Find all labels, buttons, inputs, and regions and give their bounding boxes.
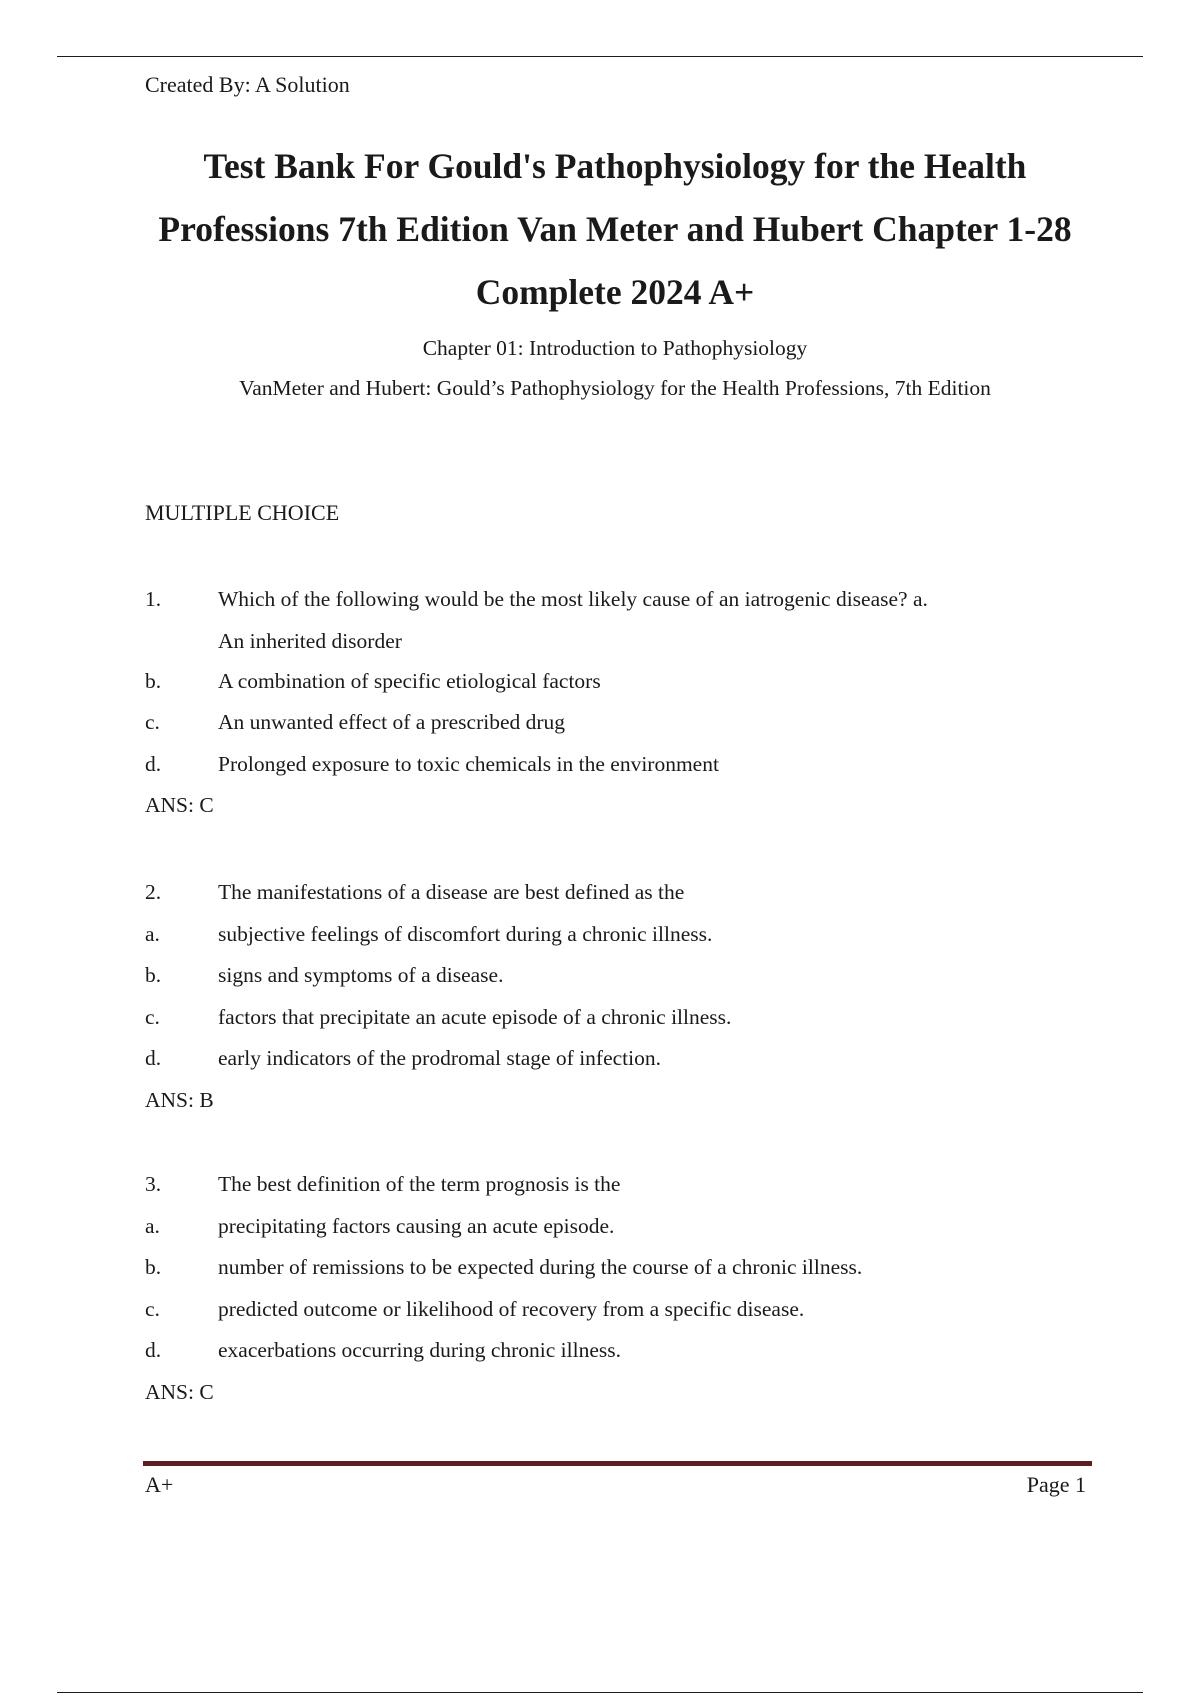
question-stem-text: The manifestations of a disease are best defined as the	[218, 880, 685, 904]
option-text: A combination of specific etiological factors	[218, 668, 601, 693]
footer-grade: A+	[145, 1472, 174, 1497]
question-2	[145, 878, 1075, 1114]
page-number: Page 1	[1026, 1472, 1086, 1497]
option-label: b.	[145, 1255, 162, 1279]
title-line: Test Bank For Gould's Pathophysiology for the Health	[203, 146, 1027, 186]
question-number: 3.	[145, 1172, 162, 1196]
question-stem	[145, 1170, 1075, 1212]
option-label: a.	[145, 921, 160, 946]
question-stem-continuation	[145, 627, 1075, 667]
option-label: d.	[145, 1046, 162, 1070]
option-text: Prolonged exposure to toxic chemicals in the environment	[218, 751, 719, 776]
option-label: a.	[145, 1213, 160, 1238]
answer-option	[145, 1044, 1075, 1086]
question-stem-text: The best definition of the term prognosis is the	[218, 1172, 621, 1196]
page-bottom-rule	[57, 1692, 1143, 1693]
answer-key: ANS: C	[145, 1379, 214, 1404]
title-line: Complete 2024 A+	[475, 272, 755, 312]
option-label: b.	[145, 668, 162, 693]
option-label: c.	[145, 1296, 160, 1321]
book-subtitle: VanMeter and Hubert: Gould’s Pathophysiology for the Health Professions, 7th Edition	[239, 376, 991, 400]
option-label: d.	[145, 751, 162, 776]
answer-key: ANS: B	[145, 1087, 214, 1112]
question-stem-text: Which of the following would be the most likely cause of an iatrogenic disease? a.	[218, 587, 928, 611]
option-text: exacerbations occurring during chronic illness.	[218, 1338, 621, 1362]
option-text: subjective feelings of discomfort during a chronic illness.	[218, 921, 713, 946]
answer-option	[145, 750, 1075, 792]
created-by-text: Created By: A Solution	[145, 72, 350, 97]
header-rule	[57, 56, 1143, 57]
question-stem	[145, 878, 1075, 920]
answer-option	[145, 1253, 1075, 1295]
option-text: factors that precipitate an acute episode of a chronic illness.	[218, 1004, 732, 1029]
document-title	[120, 135, 1110, 324]
footer-rule	[143, 1461, 1092, 1466]
option-text: early indicators of the prodromal stage of infection.	[218, 1046, 661, 1070]
option-label: c.	[145, 710, 160, 734]
answer-option	[145, 920, 1075, 962]
option-text: An unwanted effect of a prescribed drug	[218, 710, 566, 734]
question-number: 1.	[145, 587, 162, 611]
question-3	[145, 1170, 1075, 1406]
answer-option	[145, 667, 1075, 709]
title-line: Professions 7th Edition Van Meter and Hubert Chapter 1-28	[158, 209, 1072, 249]
option-text: predicted outcome or likelihood of recovery from a specific disease.	[218, 1296, 805, 1321]
answer-option	[145, 1295, 1075, 1337]
question-stem	[145, 585, 1075, 627]
option-label: b.	[145, 963, 162, 987]
option-label: c.	[145, 1004, 160, 1029]
answer-key: ANS: C	[145, 793, 214, 817]
answer-option	[145, 1212, 1075, 1254]
option-text: signs and symptoms of a disease.	[218, 963, 504, 987]
option-label: d.	[145, 1338, 162, 1362]
question-1	[145, 585, 1075, 819]
answer-option	[145, 961, 1075, 1003]
question-number: 2.	[145, 880, 162, 904]
answer-option	[145, 1003, 1075, 1045]
answer-option	[145, 1336, 1075, 1378]
option-text: An inherited disorder	[218, 628, 402, 653]
option-text: number of remissions to be expected during the course of a chronic illness.	[218, 1255, 863, 1279]
section-heading: MULTIPLE CHOICE	[145, 500, 340, 525]
chapter-subtitle: Chapter 01: Introduction to Pathophysiology	[422, 336, 808, 360]
answer-option	[145, 708, 1075, 750]
option-text: precipitating factors causing an acute episode.	[218, 1213, 615, 1238]
